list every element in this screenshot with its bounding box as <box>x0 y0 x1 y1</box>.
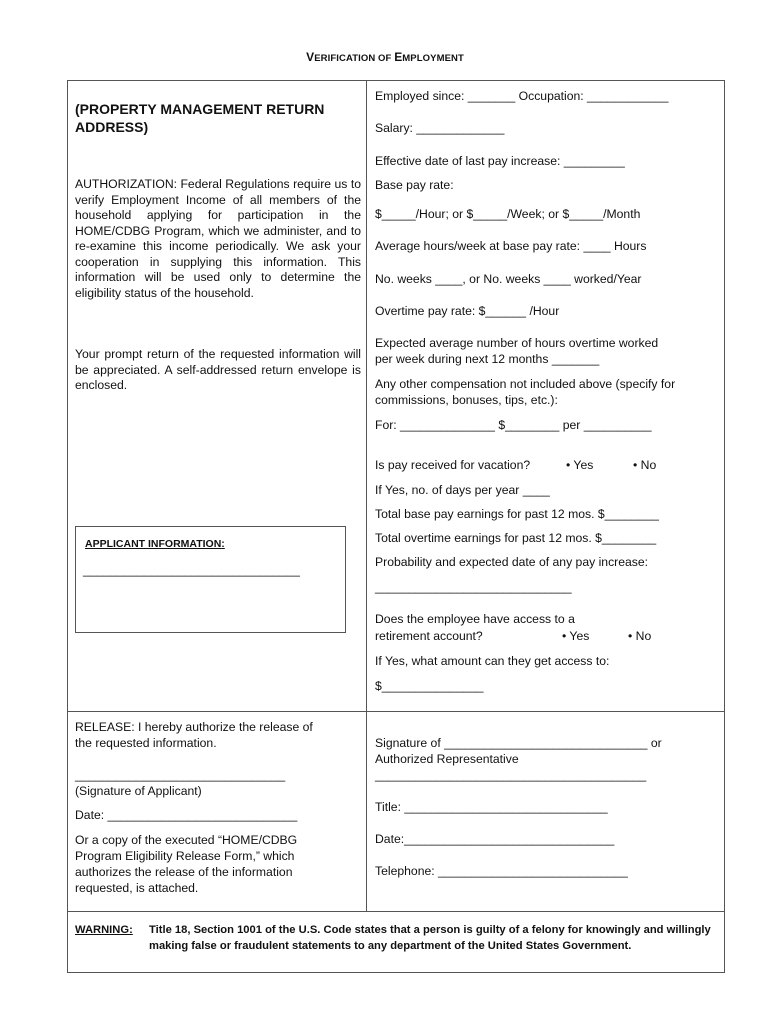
copy-text-line-1: Or a copy of the executed “HOME/CDBG <box>75 833 298 847</box>
form-title <box>0 50 770 64</box>
expected-overtime-line-1: Expected average number of hours overtime worked <box>375 336 659 350</box>
base-pay-rate-label: Base pay rate: <box>375 178 454 192</box>
other-compensation-line-1: Any other compensation not included above (specify for <box>375 377 676 391</box>
applicant-signature-field[interactable]: _______________________________ <box>75 768 286 782</box>
pay-increase-label: Probability and expected date of any pay increase: <box>375 555 649 569</box>
release-text-line-2: the requested information. <box>75 736 217 750</box>
copy-text-line-4: requested, is attached. <box>75 881 199 895</box>
copy-text-line-3: authorizes the release of the information <box>75 865 293 879</box>
vacation-yes-option[interactable]: • Yes <box>566 458 594 472</box>
applicant-info-field[interactable]: ________________________________ <box>83 563 300 577</box>
days-per-year-field[interactable]: If Yes, no. of days per year ____ <box>375 483 550 497</box>
retirement-no-option[interactable]: • No <box>628 629 652 643</box>
applicant-signature-label: (Signature of Applicant) <box>75 784 202 798</box>
warning-text: Title 18, Section 1001 of the U.S. Code states that a person is guilty of a felony for knowingly and willingly making false or fraudulent statements to any department of the United States Government. <box>149 924 711 952</box>
prompt-return-paragraph: Your prompt return of the requested information will be appreciated. A self-addressed return envelope is enclosed. <box>75 347 361 392</box>
compensation-for-field[interactable]: For: ______________ $________ per __________ <box>375 418 652 432</box>
applicant-info-title <box>85 538 225 550</box>
applicant-date-field[interactable]: Date: ____________________________ <box>75 808 298 822</box>
signature-of-field[interactable]: Signature of ______________________________ or <box>375 736 662 750</box>
effective-date-field[interactable]: Effective date of last pay increase: _________ <box>375 154 625 168</box>
weeks-worked-field[interactable]: No. weeks ____, or No. weeks ____ worked/Year <box>375 272 642 286</box>
total-base-pay-field[interactable]: Total base pay earnings for past 12 mos. $________ <box>375 507 659 521</box>
other-compensation-line-2: commissions, bonuses, tips, etc.): <box>375 393 558 407</box>
retirement-question-line-1: Does the employee have access to a <box>375 612 575 626</box>
return-address-line-1: (PROPERTY MANAGEMENT RETURN <box>75 101 325 117</box>
release-divider <box>67 711 725 712</box>
avg-hours-field[interactable]: Average hours/week at base pay rate: ____ Hours <box>375 239 647 253</box>
pay-rates-field[interactable]: $_____/Hour; or $_____/Week; or $_____/Month <box>375 207 641 221</box>
vacation-question: Is pay received for vacation? <box>375 458 531 472</box>
authorized-rep-label: Authorized Representative <box>375 752 519 766</box>
retirement-yes-option[interactable]: • Yes <box>562 629 590 643</box>
authorization-paragraph: AUTHORIZATION: Federal Regulations require us to verify Employment Income of all members of the household applying for participation in the HOME/CDBG Program, which we administer, and to re-examine this income periodically. We ask your cooperation in supplying this information. This information will be used only to determine the eligibility status of the household. <box>75 177 361 300</box>
title-field[interactable]: Title: ______________________________ <box>375 800 608 814</box>
warning-label: WARNING: <box>75 924 133 936</box>
telephone-field[interactable]: Telephone: ____________________________ <box>375 864 628 878</box>
title-part-2: MPLOYMENT <box>402 53 464 64</box>
salary-field[interactable]: Salary: _____________ <box>375 121 505 135</box>
retirement-amount-field[interactable]: $_______________ <box>375 679 484 693</box>
applicant-info-colon: : <box>221 538 225 550</box>
retirement-question-line-2: retirement account? <box>375 629 483 643</box>
warning-divider <box>67 911 725 912</box>
column-divider <box>366 80 367 912</box>
retirement-amount-label: If Yes, what amount can they get access to: <box>375 654 610 668</box>
release-text-line-1: RELEASE: I hereby authorize the release of <box>75 720 313 734</box>
employed-since-field[interactable]: Employed since: _______ Occupation: ____________ <box>375 89 669 103</box>
return-address-block <box>75 100 355 136</box>
pay-increase-field[interactable]: _____________________________ <box>375 580 572 594</box>
expected-overtime-field[interactable]: per week during next 12 months _______ <box>375 352 600 366</box>
overtime-rate-field[interactable]: Overtime pay rate: $______ /Hour <box>375 304 560 318</box>
authorized-rep-field[interactable]: ________________________________________ <box>375 768 647 782</box>
vacation-no-option[interactable]: • No <box>633 458 657 472</box>
title-part-1: ERIFICATION OF <box>314 53 395 64</box>
copy-text-line-2: Program Eligibility Release Form,” which <box>75 849 295 863</box>
title-letter-e: E <box>394 50 403 64</box>
warning-block <box>75 922 715 952</box>
applicant-info-label: APPLICANT INFORMATION <box>85 538 222 550</box>
title-letter-v: V <box>306 50 315 64</box>
total-overtime-field[interactable]: Total overtime earnings for past 12 mos. $________ <box>375 531 657 545</box>
rep-date-field[interactable]: Date:_______________________________ <box>375 832 615 846</box>
return-address-line-2: ADDRESS) <box>75 119 149 135</box>
